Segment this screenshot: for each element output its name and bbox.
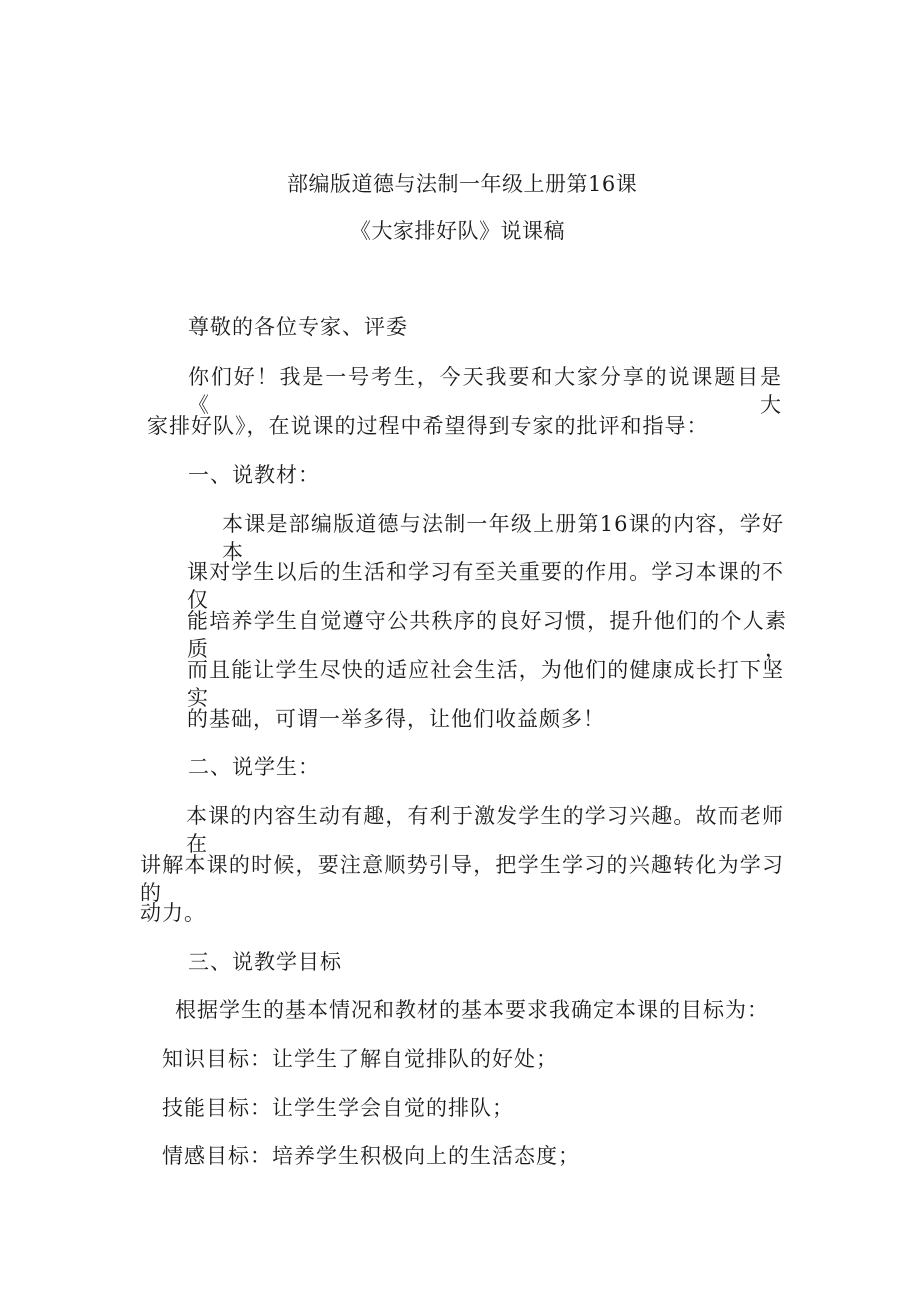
section-1-line-2: 课对学生以后的生活和学习有至关重要的作用。学习本课的不仅: [187, 560, 784, 612]
title-line-2: 《大家排好队》说课稿: [350, 219, 565, 243]
section-3-heading: 三、说教学目标: [188, 950, 342, 974]
knowledge-goal: 知识目标：让学生了解自觉排队的好处；: [162, 1047, 558, 1071]
section-1-heading: 一、说教材：: [188, 463, 320, 487]
section-1-line-3: 能培养学生自觉遵守公共秩序的良好习惯，提升他们的个人素质，: [187, 609, 787, 661]
salutation: 尊敬的各位专家、评委: [188, 315, 408, 339]
section-1-line-4: 而且能让学生尽快的适应社会生活，为他们的健康成长打下坚实: [187, 658, 784, 710]
section-1-line-5: 的基础，可谓一举多得，让他们收益颇多！: [187, 707, 605, 731]
section-2-line-2: 讲解本课的时候，要注意顺势引导，把学生学习的兴趣转化为学习的: [140, 853, 784, 905]
section-3-intro: 根据学生的基本情况和教材的基本要求我确定本课的目标为：: [175, 998, 769, 1022]
intro-line-2: 家排好队》，在说课的过程中希望得到专家的批评和指导：: [147, 414, 709, 438]
title-line-1: 部编版道德与法制一年级上册第16课: [287, 172, 638, 196]
section-2-line-3: 动力。: [140, 901, 206, 925]
skill-goal: 技能目标：让学生学会自觉的排队；: [162, 1096, 514, 1120]
section-2-line-1: 本课的内容生动有趣，有利于激发学生的学习兴趣。故而老师在: [186, 804, 784, 856]
section-2-heading: 二、说学生：: [188, 755, 320, 779]
emotion-goal: 情感目标：培养学生积极向上的生活态度；: [162, 1144, 580, 1168]
section-1-line-1: 本课是部编版道德与法制一年级上册第16课的内容，学好本: [222, 512, 784, 564]
intro-line-1: 你们好！我是一号考生，今天我要和大家分享的说课题目是《大: [188, 365, 782, 417]
